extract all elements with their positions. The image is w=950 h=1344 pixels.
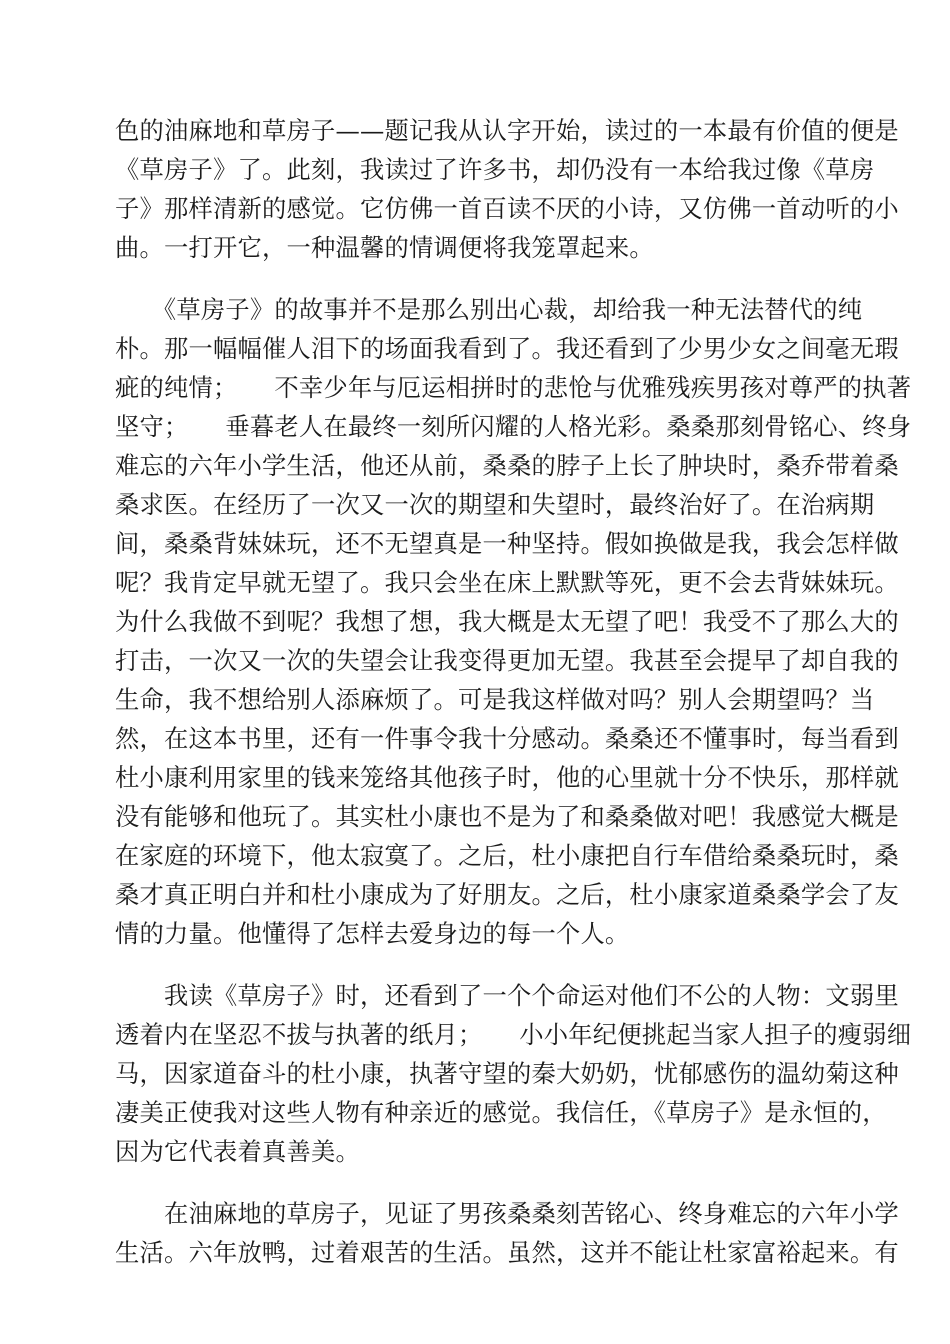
document-page xyxy=(115,111,912,1295)
text-line: 《草房子》的故事并不是那么别出心裁，却给我一种无法替代的纯 xyxy=(115,295,863,324)
text-line: 呢？我肯定早就无望了。我只会坐在床上默默等死，更不会去背妹妹玩。 xyxy=(115,568,899,597)
text-line: 朴。那一幅幅催人泪下的场面我看到了。我还看到了少男少女之间毫无瑕 xyxy=(115,334,899,363)
text-line: 在油麻地的草房子，见证了男孩桑桑刻苦铭心、终身难忘的六年小学 xyxy=(115,1199,899,1228)
text-line: 间，桑桑背妹妹玩，还不无望真是一种坚持。假如换做是我，我会怎样做 xyxy=(115,529,899,558)
text-line: 《草房子》了。此刻，我读过了许多书，却仍没有一本给我过像《草房 xyxy=(115,155,875,184)
text-line: 为什么我做不到呢？我想了想，我大概是太无望了吧！我受不了那么大的 xyxy=(115,607,899,636)
text-line: 在家庭的环境下，他太寂寞了。之后，杜小康把自行车借给桑桑玩时，桑 xyxy=(115,841,899,870)
text-line: 生活。六年放鸭，过着艰苦的生活。虽然，这并不能让杜家富裕起来。有 xyxy=(115,1238,899,1267)
text-line: 情的力量。他懂得了怎样去爱身边的每一个人。 xyxy=(115,919,630,948)
paragraph-2 xyxy=(115,290,912,953)
text-line: 杜小康利用家里的钱来笼络其他孩子时，他的心里就十分不快乐，那样就 xyxy=(115,763,899,792)
paragraph-1 xyxy=(115,111,899,267)
text-line: 凄美正使我对这些人物有种亲近的感觉。我信任，《草房子》是永恒的， xyxy=(115,1098,887,1127)
text-line: 透着内在坚忍不拔与执著的纸月； 小小年纪便挑起当家人担子的瘦弱细 xyxy=(115,1020,912,1049)
text-line: 因为它代表着真善美。 xyxy=(115,1137,360,1166)
text-line: 坚守； 垂暮老人在最终一刻所闪耀的人格光彩。桑桑那刻骨铭心、终身 xyxy=(115,412,912,441)
text-line: 疵的纯情； 不幸少年与厄运相拼时的悲怆与优雅残疾男孩对尊严的执著 xyxy=(115,373,912,402)
text-line: 打击，一次又一次的失望会让我变得更加无望。我甚至会提早了却自我的 xyxy=(115,646,899,675)
text-line: 难忘的六年小学生活，他还从前，桑桑的脖子上长了肿块时，桑乔带着桑 xyxy=(115,451,899,480)
text-line: 生命，我不想给别人添麻烦了。可是我这样做对吗？别人会期望吗？当 xyxy=(115,685,875,714)
text-line: 色的油麻地和草房子——题记我从认字开始，读过的一本最有价值的便是 xyxy=(115,116,899,145)
text-line: 桑才真正明白并和杜小康成为了好朋友。之后，杜小康家道桑桑学会了友 xyxy=(115,880,899,909)
paragraph-3 xyxy=(115,976,912,1171)
text-line: 曲。一打开它，一种温馨的情调便将我笼罩起来。 xyxy=(115,233,654,262)
text-line: 子》那样清新的感觉。它仿佛一首百读不厌的小诗，又仿佛一首动听的小 xyxy=(115,194,899,223)
paragraph-4 xyxy=(115,1194,899,1272)
text-line: 马，因家道奋斗的杜小康，执著守望的秦大奶奶，忧郁感伤的温幼菊这种 xyxy=(115,1059,899,1088)
text-line: 然，在这本书里，还有一件事令我十分感动。桑桑还不懂事时，每当看到 xyxy=(115,724,899,753)
text-line: 桑求医。在经历了一次又一次的期望和失望时，最终治好了。在治病期 xyxy=(115,490,875,519)
text-line: 我读《草房子》时，还看到了一个个命运对他们不公的人物：文弱里 xyxy=(115,981,899,1010)
text-line: 没有能够和他玩了。其实杜小康也不是为了和桑桑做对吧！我感觉大概是 xyxy=(115,802,899,831)
